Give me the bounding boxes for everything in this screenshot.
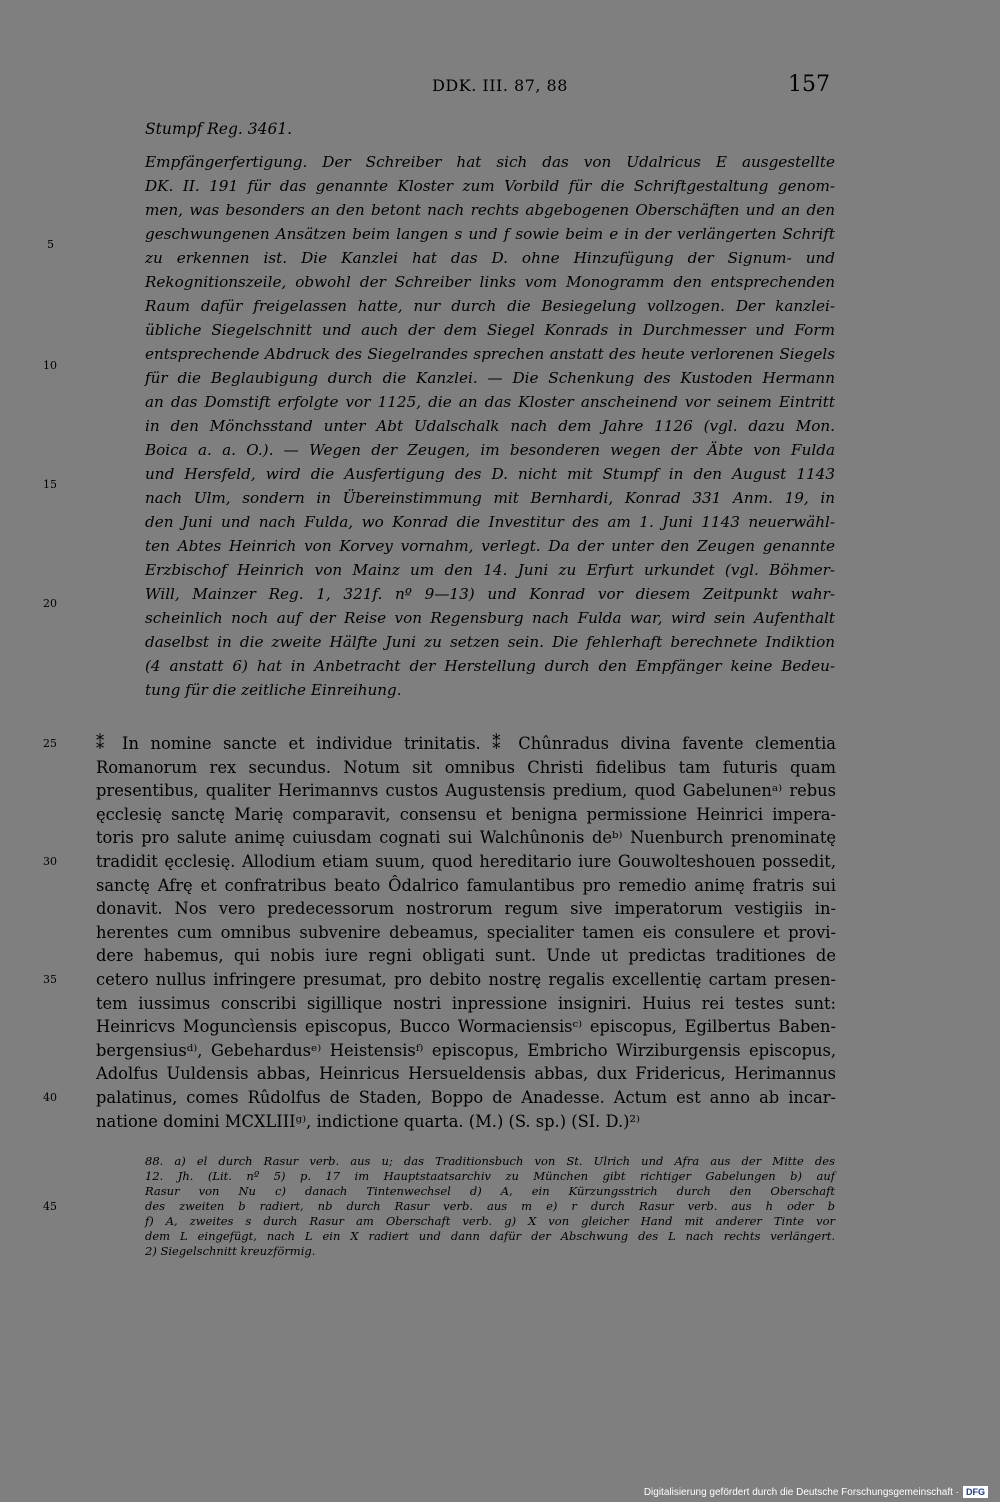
line-number: 20 [43,597,57,610]
charter-line: cetero nullus infringere presumat, pro debito nostrę regalis excellentię cartam presen- [96,969,836,989]
line-number: 5 [47,238,54,251]
commentary-line: geschwungenen Ansätzen beim langen s und f sowie beim e in der verlängerten Schrift [145,225,835,243]
commentary-line: Raum dafür freigelassen hatte, nur durch die Besiegelung vollzogen. Der kanzlei- [145,297,835,315]
footnote-line: 2) Siegelschnitt kreuzförmig. [145,1244,316,1258]
charter-line: Heinricvs Moguncìensis episcopus, Bucco Wormaciensisᶜ⁾ episcopus, Egilbertus Baben- [96,1017,836,1037]
commentary-line: scheinlich noch auf der Reise von Regensburg nach Fulda war, wird sein Aufenthalt [145,609,835,627]
footnote-line: dem L eingefügt, nach L ein X radiert und dann dafür der Abschwung des L nach rechts verlängert. [145,1229,835,1243]
commentary-line: daselbst in die zweite Hälfte Juni zu setzen sein. Die fehlerhaft berechnete Indiktion [145,633,835,651]
charter-line: sanctę Afrę et confratribus beato Ôdalrico famulantibus pro remedio animę fratris sui [96,875,836,895]
charter-line: tem iussimus conscribi sigillique nostri inpressione insigniri. Huius rei testes sunt: [96,993,836,1013]
page-number: 157 [788,72,830,97]
commentary-line: Boica a. a. O.). — Wegen der Zeugen, im besonderen wegen der Äbte von Fulda [145,441,835,459]
charter-line: presentibus, qualiter Herimannvs custos Augustensis predium, quod Gabelunenᵃ⁾ rebus [96,781,836,801]
commentary-line: und Hersfeld, wird die Ausfertigung des D. nicht mit Stumpf in den August 1143 [145,465,835,483]
commentary-line: entsprechende Abdruck des Siegelrandes sprechen anstatt des heute verlorenen Siegels [145,345,835,363]
register-reference: Stumpf Reg. 3461. [145,120,293,138]
charter-line: ⁑ In nomine sancte et individue trinitatis. ⁑ Chûnradus divina favente clementia [96,734,836,753]
charter-line: Adolfus Uuldensis abbas, Heinricus Hersueldensis abbas, dux Fridericus, Herimannus [96,1064,836,1084]
commentary-line: nach Ulm, sondern in Übereinstimmung mit Bernhardi, Konrad 331 Anm. 19, in [145,489,835,507]
credit-text: Digitalisierung gefördert durch die Deutsche Forschungsgemeinschaft · [643,1486,959,1498]
commentary-line: Empfängerfertigung. Der Schreiber hat sich das von Udalricus E ausgestellte [145,153,835,171]
running-title: DDK. III. 87, 88 [432,76,568,95]
commentary-line: für die Beglaubigung durch die Kanzlei. — Die Schenkung des Kustoden Hermann [145,369,835,387]
line-number: 35 [43,973,57,986]
charter-line: herentes cum omnibus subvenire debeamus, specialiter tamen eis consulere et provi- [96,922,836,942]
line-number: 30 [43,855,57,868]
charter-line: natione domini MCXLIIIᵍ⁾, indictione quarta. (M.) (S. sp.) (SI. D.)²⁾ [96,1111,641,1131]
commentary-line: in den Mönchsstand unter Abt Udalschalk nach dem Jahre 1126 (vgl. dazu Mon. [145,417,835,435]
dfg-logo: DFG [963,1486,988,1498]
charter-line: dere habemus, qui nobis iure regni obligati sunt. Unde ut predictas traditiones de [96,946,836,966]
charter-line: Romanorum rex secundus. Notum sit omnibus Christi fidelibus tam futuris quam [96,757,836,777]
commentary-line: zu erkennen ist. Die Kanzlei hat das D. ohne Hinzufügung der Signum- und [145,249,835,267]
charter-line: tradidit ęcclesię. Allodium etiam suum, quod hereditario iure Gouwolteshouen possedit, [96,851,836,871]
commentary-line: (4 anstatt 6) hat in Anbetracht der Herstellung durch den Empfänger keine Bedeu- [145,657,835,675]
commentary-block [145,150,835,702]
charter-line: ęcclesię sanctę Marię comparavit, consensu et benigna permissione Heinrici impera- [96,804,836,824]
footnote-line: f) A, zweites s durch Rasur am Oberschaft verb. g) X von gleicher Hand mit anderer Tinte vor [145,1214,835,1228]
charter-line: bergensiusᵈ⁾, Gebehardusᵉ⁾ Heistensisᶠ⁾ episcopus, Embricho Wirziburgensis episcopus, [96,1040,836,1060]
charter-line: palatinus, comes Rûdolfus de Staden, Boppo de Anadesse. Actum est anno ab incar- [96,1087,836,1107]
commentary-line: ten Abtes Heinrich von Korvey vornahm, verlegt. Da der unter den Zeugen genannte [145,537,835,555]
line-number: 10 [43,359,57,372]
charter-text [96,732,836,1133]
footnote-line: 88. a) el durch Rasur verb. aus u; das Traditionsbuch von St. Ulrich und Afra aus der Mitte des [145,1154,835,1168]
line-number: 25 [43,737,57,750]
footnotes-block [145,1154,835,1259]
line-number: 45 [43,1200,57,1213]
charter-line: donavit. Nos vero predecessorum nostrorum regum sive imperatorum vestigiis in- [96,899,836,919]
commentary-line: Rekognitionszeile, obwohl der Schreiber links vom Monogramm den entsprechenden [145,273,835,291]
footnote-line: Rasur von Nu c) danach Tintenwechsel d) A, ein Kürzungsstrich durch den Oberschaft [145,1184,835,1198]
commentary-line: men, was besonders an den betont nach rechts abgebogenen Oberschäften und an den [145,201,835,219]
commentary-line: den Juni und nach Fulda, wo Konrad die Investitur des am 1. Juni 1143 neuerwähl- [145,513,835,531]
line-number: 15 [43,478,57,491]
digitization-credit [644,1486,988,1498]
commentary-line: Will, Mainzer Reg. 1, 321f. nº 9—13) und Konrad vor diesem Zeitpunkt wahr- [145,585,835,603]
commentary-line: an das Domstift erfolgte vor 1125, die an das Kloster anscheinend vor seinem Eintritt [145,393,835,411]
footnote-line: 12. Jh. (Lit. nº 5) p. 17 im Hauptstaatsarchiv zu München gibt richtiger Gabelungen b) auf [145,1169,835,1183]
line-number: 40 [43,1091,57,1104]
commentary-line: Erzbischof Heinrich von Mainz um den 14. Juni zu Erfurt urkundet (vgl. Böhmer- [145,561,835,579]
commentary-line: tung für die zeitliche Einreihung. [145,681,402,699]
charter-line: toris pro salute animę cuiusdam cognati sui Walchûnonis deᵇ⁾ Nuenburch prenominatę [96,828,836,848]
footnote-line: des zweiten b radiert, nb durch Rasur verb. aus m e) r durch Rasur verb. aus h oder b [145,1199,835,1213]
commentary-line: DK. II. 191 für das genannte Kloster zum Vorbild für die Schriftgestaltung genom- [145,177,835,195]
commentary-line: übliche Siegelschnitt und auch der dem Siegel Konrads in Durchmesser und Form [145,321,835,339]
